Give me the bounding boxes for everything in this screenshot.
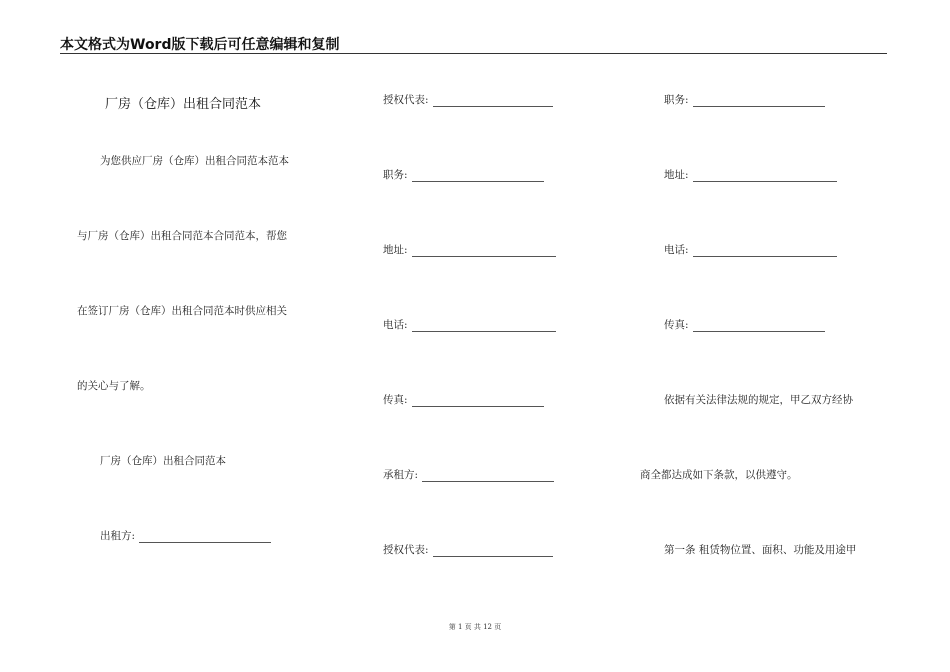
lessor-blank-line [139,532,271,543]
col2-field-label: 授权代表: [383,94,429,106]
blank-line [422,471,554,482]
intro-line-3: 在签订厂房（仓库）出租合同范本时供应相关 [77,305,287,317]
blank-line [412,246,556,257]
col2-field-label: 电话: [383,319,408,331]
blank-line [693,321,825,332]
blank-line [412,396,544,407]
intro-line-1: 为您供应厂房（仓库）出租合同范本范本 [100,155,289,167]
col3-field-position [664,93,825,107]
col2-field-label: 授权代表: [383,544,429,556]
col3-text-line-3: 第一条 租赁物位置、面积、功能及用途甲 [664,544,857,556]
blank-line [693,246,837,257]
intro-line-2: 与厂房（仓库）出租合同范本合同范本，帮您 [77,230,287,242]
intro-line-4: 的关心与了解。 [77,380,151,392]
blank-line [433,96,553,107]
contract-subtitle: 厂房（仓库）出租合同范本 [100,455,226,467]
col3-field-label: 传真: [664,319,689,331]
col3-field-label: 电话: [664,244,689,256]
lessor-label: 出租方: [100,530,136,542]
document-title: 厂房（仓库）出租合同范本 [105,97,262,112]
blank-line [693,171,837,182]
page-header-title: 本文格式为Word版下载后可任意编辑和复制 [60,37,340,53]
col2-field-label: 职务: [383,169,408,181]
col3-text-line-1: 依据有关法律法规的规定，甲乙双方经协 [664,394,853,406]
lessor-field [100,529,271,543]
blank-line [693,96,825,107]
col2-field-label: 地址: [383,244,408,256]
blank-line [412,171,544,182]
blank-line [412,321,556,332]
col3-field-label: 职务: [664,94,689,106]
col2-field-label: 承租方: [383,469,419,481]
col3-field-fax [664,318,825,332]
header-divider [60,53,887,54]
blank-line [433,546,553,557]
col2-field-authorized-rep [383,93,553,107]
col3-text-line-2: 商全都达成如下条款，以供遵守。 [640,469,798,481]
col3-field-address [664,168,837,182]
col2-field-address [383,243,556,257]
col3-field-label: 地址: [664,169,689,181]
col3-field-phone [664,243,837,257]
col2-field-position [383,168,544,182]
page-number-footer: 第 1 页 共 12 页 [448,623,502,631]
col2-field-fax [383,393,544,407]
col2-field-lessee [383,468,554,482]
col2-field-label: 传真: [383,394,408,406]
col2-field-phone [383,318,556,332]
col2-field-authorized-rep-2 [383,543,553,557]
